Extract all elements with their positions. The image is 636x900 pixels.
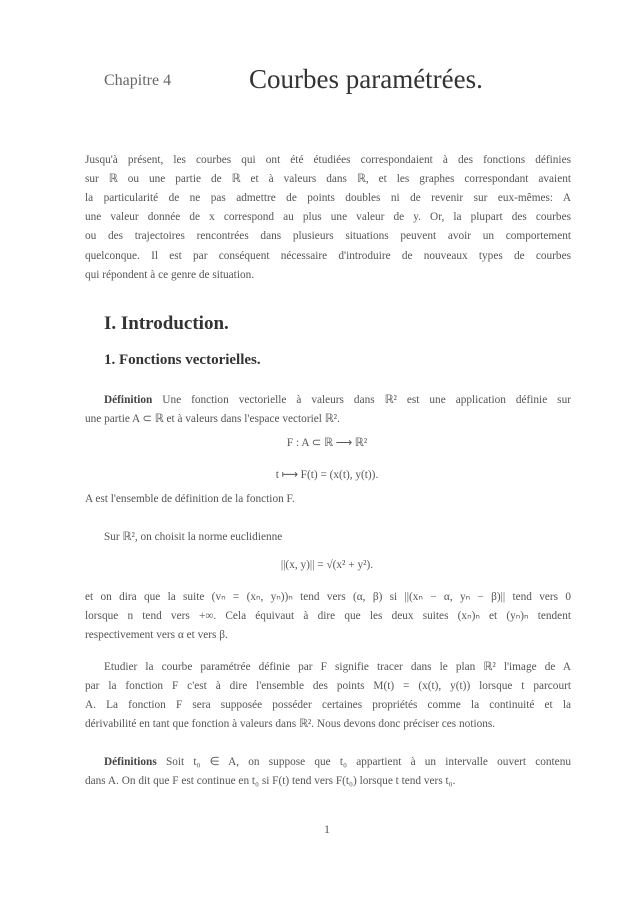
paragraph-line: la particularité de ne pas admettre de points doubles ni de revenir sur eux-mêmes: A (85, 192, 571, 205)
paragraph-line: qui répondent à ce genre de situation. (85, 268, 255, 281)
norm-intro: Sur ℝ², on choisit la norme euclidienne (104, 531, 283, 543)
paragraph-line: ou des trajectoires rencontrées dans plusieurs situations peuvent avoir un comportement (85, 230, 571, 243)
definition-line: une partie A ⊂ ℝ et à valeurs dans l'espace vectoriel ℝ². (85, 413, 340, 425)
definitions-label: Définitions (104, 756, 157, 768)
paragraph-line: sur ℝ ou une partie de ℝ et à valeurs dans ℝ, et les graphes correspondant avaient (85, 173, 571, 186)
equation: F : A ⊂ ℝ ⟶ ℝ² (286, 437, 368, 449)
subsection-heading: 1. Fonctions vectorielles. (104, 352, 261, 368)
section-heading: I. Introduction. (104, 313, 229, 334)
paragraph-line: Etudier la courbe paramétrée définie par F signifie tracer dans le plan ℝ² l'image de A (104, 661, 571, 673)
chapter-label: Chapitre 4 (104, 72, 172, 89)
paragraph-line: dérivabilité en tant que fonction à valeurs dans ℝ². Nous devons donc préciser ces notions. (85, 718, 496, 731)
definitions-line: dans A. On dit que F est continue en t₀ si F(t) tend vers F(t₀) lorsque t tend vers t₀. (85, 775, 456, 787)
definition-line: A est l'ensemble de définition de la fonction F. (85, 493, 295, 505)
definitions-text: Soit t₀ ∈ A, on suppose que t₀ appartient à un intervalle ouvert contenu (156, 756, 571, 768)
chapter-title: Courbes paramétrées. (249, 64, 483, 94)
norm-equation: ||(x, y)|| = √(x² + y²). (280, 559, 374, 571)
paragraph-line: Jusqu'à présent, les courbes qui ont été étudiées correspondaient à des fonctions définies (85, 154, 571, 166)
definition-label: Définition (104, 394, 153, 406)
definitions-line (104, 755, 571, 769)
norm-line: lorsque n tend vers +∞. Cela équivaut à dire que les deux suites (xₙ)ₙ et (yₙ)ₙ tendent (85, 610, 571, 622)
page-number: 1 (324, 822, 330, 836)
paragraph-line: quelconque. Il est par conséquent nécessaire d'introduire de nouveaux types de courbes (85, 249, 571, 262)
equation: t ⟼ F(t) = (x(t), y(t)). (275, 469, 379, 481)
norm-line: et on dira que la suite (vₙ = (xₙ, yₙ))ₙ tend vers (α, β) si ||(xₙ − α, yₙ − β)|| tend vers 0 (85, 591, 571, 603)
paragraph-line: par la fonction F c'est à dire l'ensemble des points M(t) = (x(t), y(t)) lorsque t parcourt (85, 680, 571, 693)
norm-line: respectivement vers α et vers β. (85, 629, 228, 641)
definition-line (104, 393, 571, 407)
definition-text: Une fonction vectorielle à valeurs dans ℝ² est une application définie sur (152, 394, 571, 406)
paragraph-line: une valeur donnée de x correspond au plus une valeur de y. Or, la plupart des courbes (85, 211, 571, 224)
paragraph-line: A. La fonction F sera supposée posséder certaines propriétés comme la continuité et la (85, 699, 571, 712)
